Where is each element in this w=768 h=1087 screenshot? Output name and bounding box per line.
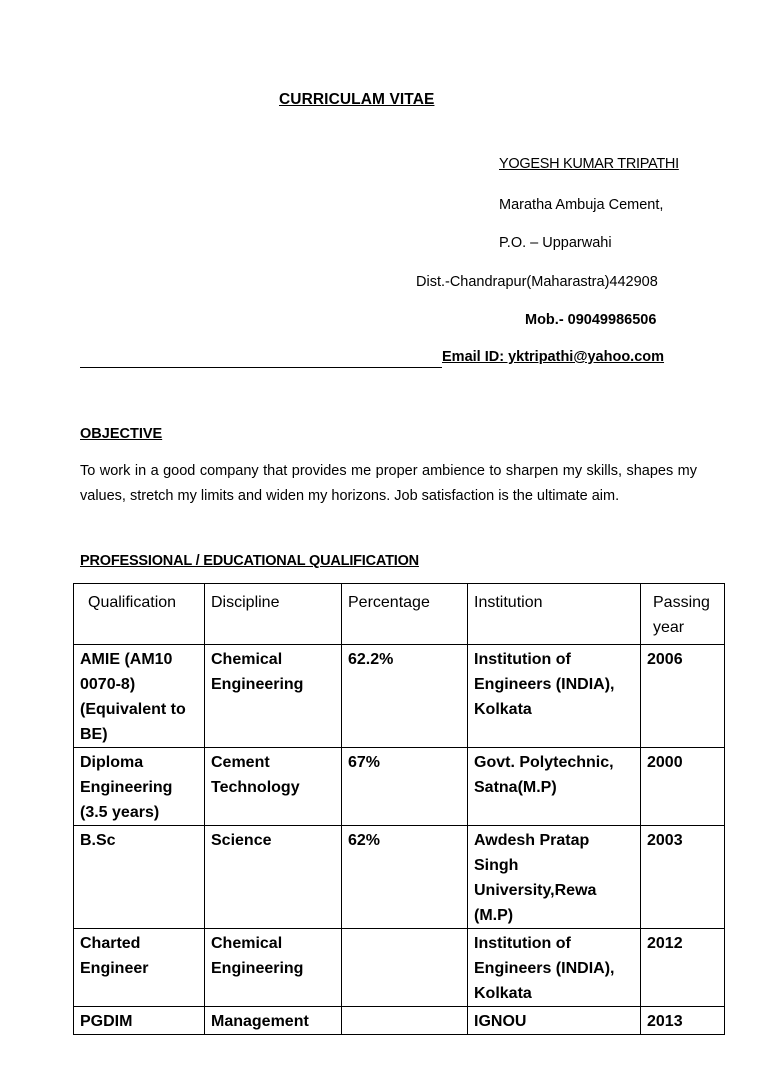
table-row — [74, 1007, 725, 1035]
cell-institution: Govt. Polytechnic, Satna(M.P) — [468, 748, 641, 826]
table-header-row — [74, 584, 725, 645]
qualification-heading: PROFESSIONAL / EDUCATIONAL QUALIFICATION — [80, 553, 419, 569]
column-header-passing-year: Passing year — [641, 584, 725, 645]
cell-qualification: AMIE (AM10 0070-8) (Equivalent to BE) — [74, 645, 205, 748]
cell-discipline: Chemical Engineering — [205, 645, 342, 748]
cell-qualification: Diploma Engineering (3.5 years) — [74, 748, 205, 826]
cell-institution: Institution of Engineers (INDIA), Kolkata — [468, 645, 641, 748]
column-header-discipline: Discipline — [205, 584, 342, 645]
document-title: CURRICULAM VITAE — [279, 91, 435, 108]
cell-discipline: Chemical Engineering — [205, 929, 342, 1007]
cell-year: 2006 — [641, 645, 725, 748]
header-divider — [80, 367, 442, 368]
column-header-qualification: Qualification — [74, 584, 205, 645]
address-district: Dist.-Chandrapur(Maharastra)442908 — [416, 274, 658, 290]
mobile-number: Mob.- 09049986506 — [525, 312, 657, 328]
cell-percentage — [342, 929, 468, 1007]
table-row — [74, 929, 725, 1007]
cell-year: 2000 — [641, 748, 725, 826]
cell-discipline: Management — [205, 1007, 342, 1035]
table-row — [74, 748, 725, 826]
cell-percentage: 62.2% — [342, 645, 468, 748]
cell-qualification: B.Sc — [74, 826, 205, 929]
email-address: Email ID: yktripathi@yahoo.com — [442, 349, 665, 365]
cell-institution: Institution of Engineers (INDIA), Kolkata — [468, 929, 641, 1007]
column-header-percentage: Percentage — [342, 584, 468, 645]
cell-institution: Awdesh Pratap Singh University,Rewa (M.P) — [468, 826, 641, 929]
cell-year: 2012 — [641, 929, 725, 1007]
address-po: P.O. – Upparwahi — [499, 235, 612, 251]
objective-heading: OBJECTIVE — [80, 426, 163, 442]
cell-discipline: Cement Technology — [205, 748, 342, 826]
cell-qualification: Charted Engineer — [74, 929, 205, 1007]
column-header-institution: Institution — [468, 584, 641, 645]
address-company: Maratha Ambuja Cement, — [499, 197, 664, 213]
objective-text: To work in a good company that provides me proper ambience to sharpen my skills, shapes my values, stretch my limits and widen my horizons. Job satisfaction is the ultimate aim. — [80, 463, 697, 504]
cell-qualification: PGDIM — [74, 1007, 205, 1035]
cell-discipline: Science — [205, 826, 342, 929]
cell-year: 2013 — [641, 1007, 725, 1035]
cell-institution: IGNOU — [468, 1007, 641, 1035]
cell-percentage — [342, 1007, 468, 1035]
cell-percentage: 62% — [342, 826, 468, 929]
cell-percentage: 67% — [342, 748, 468, 826]
cell-year: 2003 — [641, 826, 725, 929]
table-row — [74, 826, 725, 929]
qualification-table — [73, 583, 725, 1035]
candidate-name: YOGESH KUMAR TRIPATHI — [499, 156, 679, 172]
table-row — [74, 645, 725, 748]
